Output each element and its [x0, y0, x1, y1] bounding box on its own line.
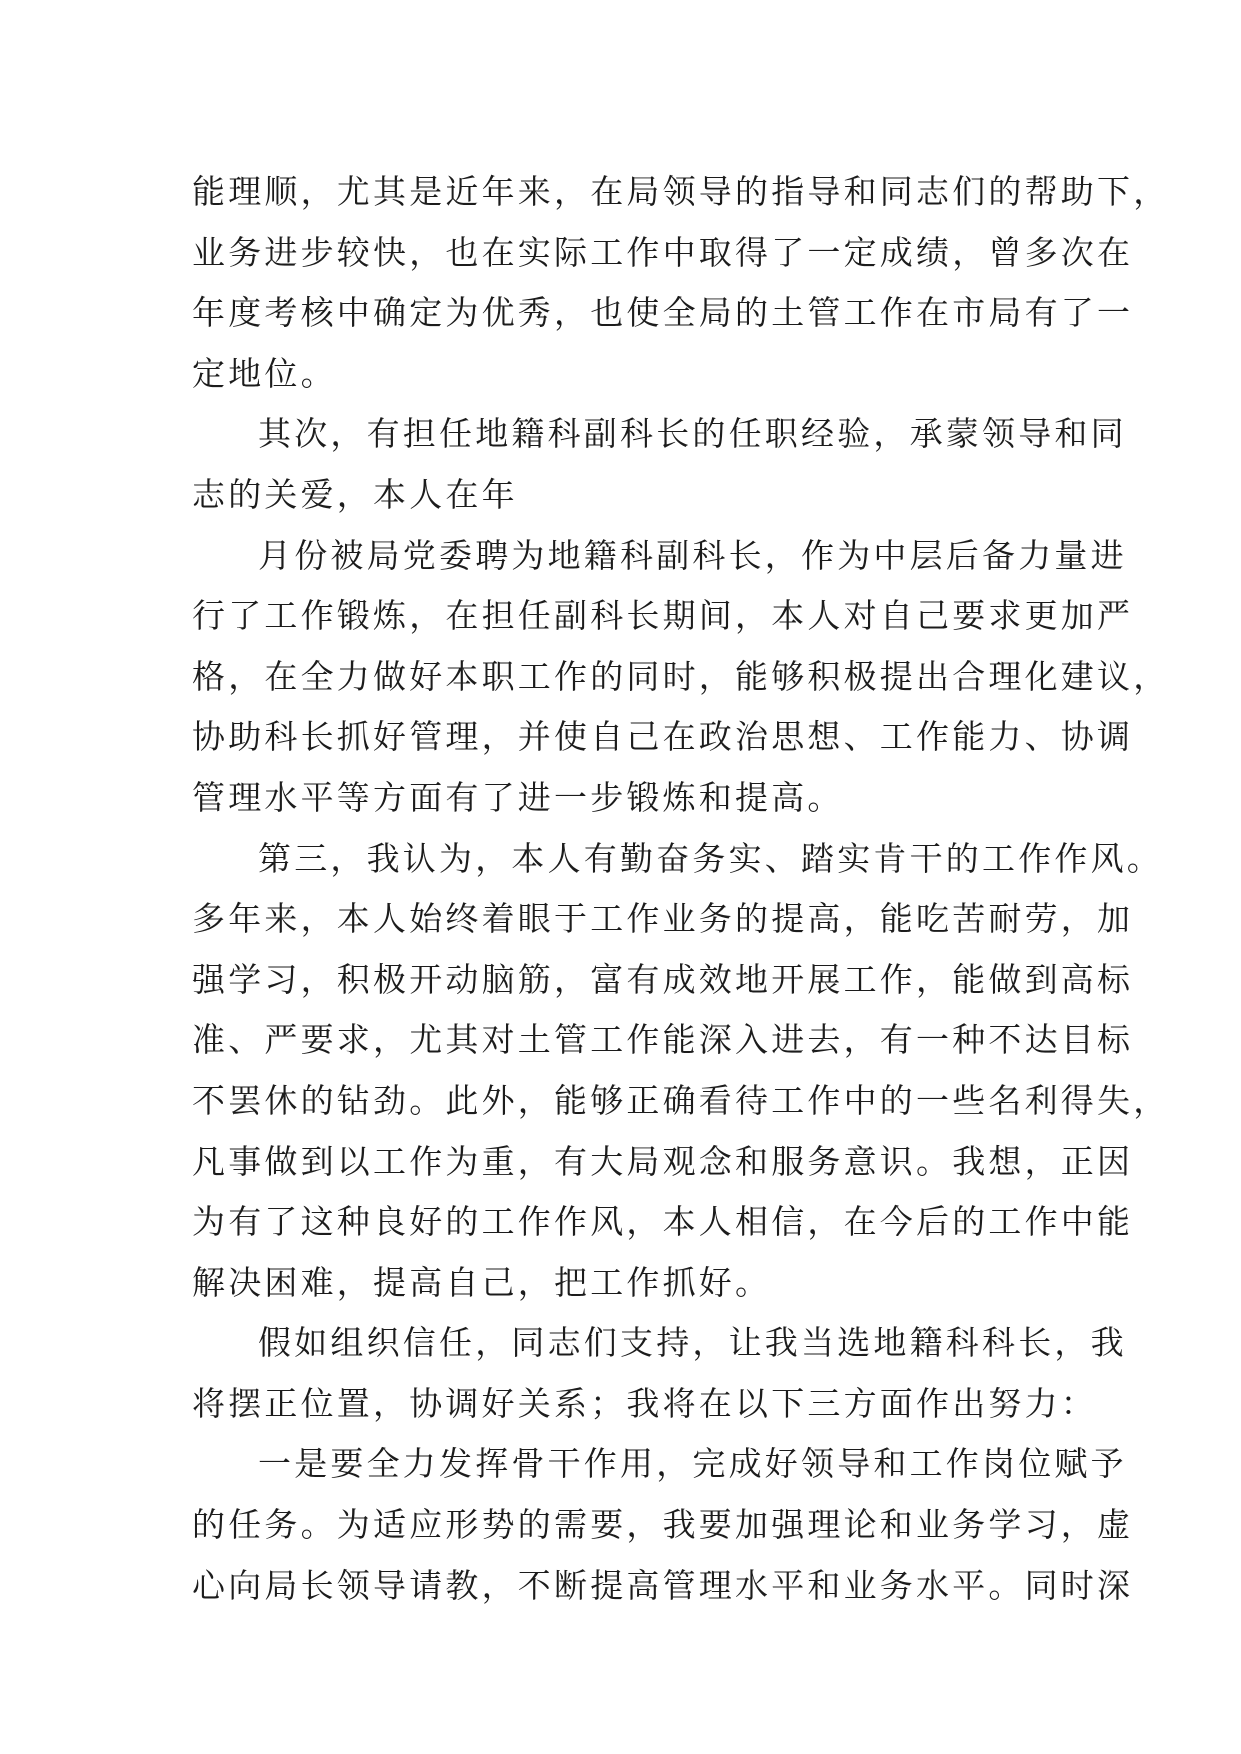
text-line: 志的关爱，本人在年	[192, 474, 518, 514]
text-line: 业务进步较快，也在实际工作中取得了一定成绩，曾多次在	[192, 232, 1134, 272]
text-line: 月份被局党委聘为地籍科副科长，作为中层后备力量进	[258, 535, 1127, 575]
text-line: 定地位。	[192, 353, 337, 393]
text-line: 格，在全力做好本职工作的同时，能够积极提出合理化建议，	[192, 656, 1170, 696]
text-line: 能理顺，尤其是近年来，在局领导的指导和同志们的帮助下，	[192, 172, 1170, 211]
text-line: 一是要全力发挥骨干作用，完成好领导和工作岗位赋予	[258, 1444, 1127, 1484]
body-text	[192, 162, 1170, 1616]
text-line: 多年来，本人始终着眼于工作业务的提高，能吃苦耐劳，加	[192, 899, 1134, 939]
text-line: 凡事做到以工作为重，有大局观念和服务意识。我想，正因	[192, 1141, 1134, 1181]
text-line: 管理水平等方面有了进一步锻炼和提高。	[192, 777, 844, 817]
text-line: 心向局长领导请教，不断提高管理水平和业务水平。同时深	[192, 1565, 1134, 1605]
text-line: 协助科长抓好管理，并使自己在政治思想、工作能力、协调	[192, 717, 1134, 757]
text-line: 的任务。为适应形势的需要，我要加强理论和业务学习，虚	[192, 1505, 1134, 1545]
text-line: 不罢休的钻劲。此外，能够正确看待工作中的一些名利得失，	[192, 1080, 1170, 1120]
text-line: 准、严要求，尤其对土管工作能深入进去，有一种不达目标	[192, 1020, 1134, 1060]
text-line: 第三，我认为，本人有勤奋务实、踏实肯干的工作作风。	[258, 838, 1163, 878]
text-line: 解决困难，提高自己，把工作抓好。	[192, 1262, 772, 1302]
text-line: 强学习，积极开动脑筋，富有成效地开展工作，能做到高标	[192, 959, 1134, 999]
text-line: 年度考核中确定为优秀，也使全局的土管工作在市局有了一	[192, 293, 1134, 333]
text-line: 行了工作锻炼，在担任副科长期间，本人对自己要求更加严	[192, 596, 1134, 636]
text-line: 将摆正位置，协调好关系；我将在以下三方面作出努力：	[192, 1383, 1097, 1423]
text-line: 为有了这种良好的工作作风，本人相信，在今后的工作中能	[192, 1202, 1134, 1242]
text-line: 其次，有担任地籍科副科长的任职经验，承蒙领导和同	[258, 414, 1127, 454]
text-line: 假如组织信任，同志们支持，让我当选地籍科科长，我	[258, 1323, 1127, 1363]
